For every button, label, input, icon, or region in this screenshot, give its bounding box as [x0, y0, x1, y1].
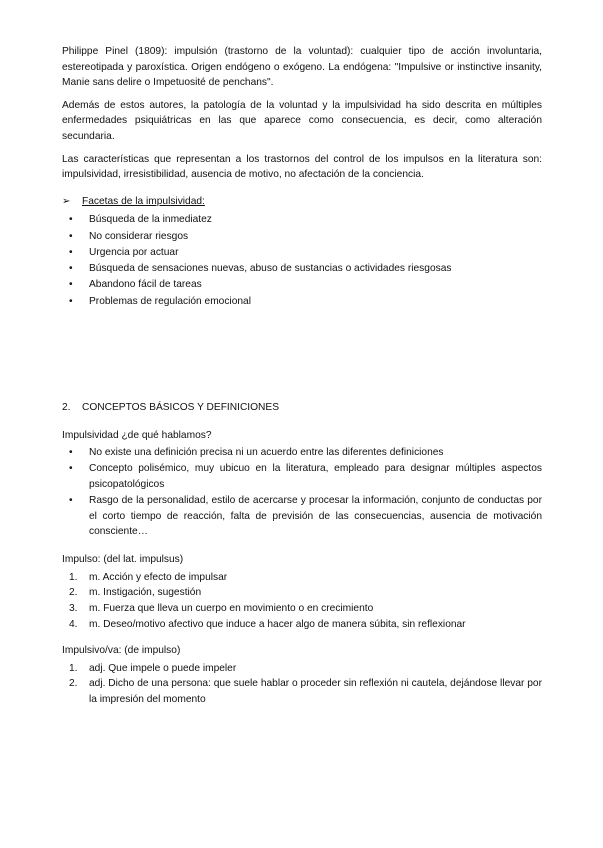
paragraph-pinel: Philippe Pinel (1809): impulsión (trastorno de la voluntad): cualquier tipo de acción involuntaria, estereotipada y paroxística. Origen endógeno o exógeno. La endógena: "Impulsive or instinctive insanity, Manie sans delire o Impetuosité de penchans". — [62, 46, 542, 89]
list-item: • Rasgo de la personalidad, estilo de acercarse y procesar la información, conjunto de conductas por el corto tiempo de reacción, falta de previsión de las consecuencias, ausencia de motivación consciente… — [69, 495, 542, 538]
impulsividad-question: Impulsividad ¿de qué hablamos? — [62, 429, 212, 441]
bullet-icon: • — [69, 495, 73, 506]
bullet-icon: • — [69, 230, 73, 242]
bullet-icon: • — [69, 463, 73, 475]
facetas-heading — [62, 194, 542, 210]
impulsivo-list — [62, 661, 542, 708]
facetas-title: Facetas de la impulsividad: — [82, 195, 205, 207]
arrow-bullet-icon: ➢ — [62, 195, 71, 207]
bullet-icon: • — [69, 447, 73, 459]
bullet-icon: • — [69, 279, 73, 291]
list-item: • Urgencia por actuar — [62, 245, 542, 261]
list-item: 4. m. Deseo/motivo afectivo que induce a hacer algo de manera súbita, sin reflexionar — [69, 618, 466, 630]
impulsivo-heading: Impulsivo/va: (de impulso) — [62, 645, 181, 657]
bullet-icon: • — [69, 295, 73, 307]
list-item: 2. adj. Dicho de una persona: que suele hablar o proceder sin reflexión ni cautela, dejándose llevar por la impresión del momento — [69, 678, 542, 706]
list-item: • Problemas de regulación emocional — [62, 294, 542, 310]
section-number: 2. — [62, 402, 71, 414]
list-item: 2. m. Instigación, sugestión — [69, 587, 202, 599]
list-item: 1. adj. Que impele o puede impeler — [69, 662, 237, 674]
impulso-list — [62, 570, 542, 632]
paragraph-patologia: Además de estos autores, la patología de la voluntad y la impulsividad ha sido descrita en múltiples enfermedades psiquiátricas en las que aparece como consecuencia, es decir, como alteración secundaria. — [62, 99, 542, 142]
bullet-icon: • — [69, 246, 73, 258]
list-item: • Concepto polisémico, muy ubicuo en la literatura, empleado para designar múltiples aspectos psicopatológicos — [69, 463, 542, 490]
blank-space — [62, 310, 542, 400]
bullet-icon: • — [69, 263, 73, 275]
bullet-icon: • — [69, 214, 73, 226]
list-item: • Abandono fácil de tareas — [62, 277, 542, 293]
facetas-list — [62, 212, 542, 309]
impulso-heading: Impulso: (del lat. impulsus) — [62, 554, 184, 566]
document-page — [62, 44, 542, 708]
list-item: • Búsqueda de sensaciones nuevas, abuso de sustancias o actividades riesgosas — [62, 261, 542, 277]
section-heading — [62, 400, 542, 416]
list-item: 3. m. Fuerza que lleva un cuerpo en movimiento o en crecimiento — [69, 603, 374, 615]
list-item: • No considerar riesgos — [62, 229, 542, 245]
list-item: 1. m. Acción y efecto de impulsar — [69, 571, 228, 583]
conceptos-list — [62, 445, 542, 540]
list-item: • No existe una definición precisa ni un acuerdo entre las diferentes definiciones — [62, 445, 542, 461]
paragraph-caracteristicas: Las características que representan a los trastornos del control de los impulsos en la literatura son: impulsividad, irresistibilidad, ausencia de motivo, no afectación de la conciencia. — [62, 153, 542, 181]
section-title: CONCEPTOS BÁSICOS Y DEFINICIONES — [82, 402, 280, 414]
list-item: • Búsqueda de la inmediatez — [62, 212, 542, 228]
